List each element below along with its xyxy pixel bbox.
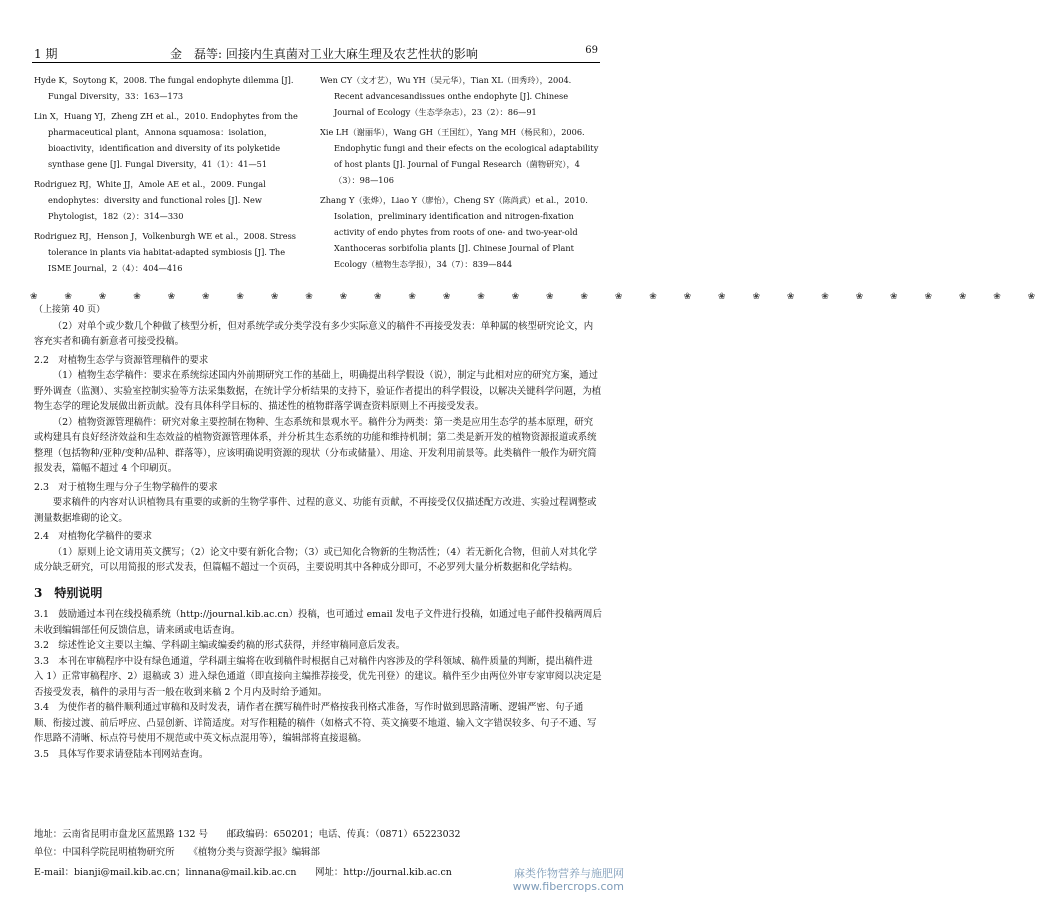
running-title: 金 磊等: 回接内生真菌对工业大麻生理及农艺性状的影响 bbox=[170, 47, 478, 61]
special-notes-heading: 3 特别说明 bbox=[34, 585, 103, 600]
watermark-line: www.fibercrops.com bbox=[512, 880, 624, 893]
reference-entry: Zhang Y（张烨），Liao Y（廖怡），Cheng SY（陈尚武）et al.，2010. Isolation，preliminary identification and nitrogen-fixation activity of endo phytes from roots of one- and two-year-old Xanthoceras sorbifolia plants [J]. Chinese Journal of Plant Ecology（植物生态学报），34（7）：839—844 bbox=[320, 195, 588, 269]
reference-entry: Xie LH（谢丽华），Wang GH（王国红），Yang MH（杨民和），2006. Endophytic fungi and their efects on the ecological adaptability of host plants [J]. Journal of Fungal Research（菌物研究），4（3）：98—106 bbox=[320, 127, 599, 185]
reference-entry: Rodriguez RJ，Henson J，Volkenburgh WE et al.，2008. Stress tolerance in plants via habitat-adapted symbiosis [J]. The ISME Journal，2（4）：404—416 bbox=[34, 231, 296, 273]
footer-email: E-mail：bianji@mail.kib.ac.cn；linnana@mail.kib.ac.cn 网址：http://journal.kib.ac.cn bbox=[34, 867, 452, 878]
paragraph: （1）植物生态学稿件：要求在系统综述国内外前期研究工作的基础上，明确提出科学假设（说），制定与此相对应的研究方案，通过野外调查（监测）、实验室控制实验等方法采集数据，在统计学分析结果的支持下，验证作者提出的科学假设，以解决关键科学问题，为植物生态学的理论发展做出新贡献。没有具体科学目标的、描述性的植物群落学调查资料原则上不再接受发表。 bbox=[34, 370, 602, 412]
reference-entry: Lin X，Huang YJ，Zheng ZH et al.，2010. Endophytes from the pharmaceutical plant，Annona squamosa：isolation，bioactivity，identification and diversity of its polyketide synthase gene [J]. Fungal Diversity，41（1）：41—51 bbox=[34, 111, 298, 169]
flower-divider: ❀ ❀ ❀ ❀ ❀ ❀ ❀ ❀ ❀ ❀ ❀ ❀ ❀ ❀ ❀ ❀ ❀ ❀ ❀ ❀ ❀ ❀ ❀ ❀ ❀ ❀ ❀ ❀ ❀ ❀ bbox=[30, 292, 1047, 302]
reference-entry: Hyde K，Soytong K，2008. The fungal endophyte dilemma [J]. Fungal Diversity，33：163—173 bbox=[34, 75, 294, 101]
section-heading: 2.4 对植物化学稿件的要求 bbox=[34, 531, 153, 542]
paragraph: 3.2 综述性论文主要以主编、学科副主编或编委约稿的形式获得，并经审稿同意后发表。 bbox=[34, 640, 406, 651]
watermark-line: 麻类作物营养与施肥网 bbox=[514, 867, 624, 880]
issue-label: 1 期 bbox=[34, 47, 58, 61]
paragraph: 要求稿件的内容对认识植物具有重要的或新的生物学事件、过程的意义、功能有贡献，不再接受仅仅描述配方改进、实验过程调整或测量数据堆砌的论文。 bbox=[34, 497, 597, 524]
footer-address: 地址：云南省昆明市盘龙区蓝黑路 132 号 邮政编码：650201；电话、传真：（0871）65223032 bbox=[34, 829, 461, 840]
footer-unit: 单位：中国科学院昆明植物研究所 《植物分类与资源学报》编辑部 bbox=[34, 847, 320, 858]
main-text bbox=[34, 303, 602, 762]
reference-entry: Rodriguez RJ，White JJ，Amole AE et al.，2009. Fungal endophytes：diversity and functional roles [J]. New Phytologist，182（2）：314—330 bbox=[34, 179, 266, 221]
header-rule bbox=[32, 62, 600, 63]
paragraph: （2）对单个或少数几个种做了核型分析，但对系统学或分类学没有多少实际意义的稿件不再接受发表：单种属的核型研究论文，内容充实者和确有新意者可接受投稿。 bbox=[34, 320, 594, 347]
section-heading: 2.3 对于植物生理与分子生物学稿件的要求 bbox=[34, 481, 218, 493]
section-heading: 2.2 对植物生态学与资源管理稿件的要求 bbox=[34, 354, 209, 366]
paragraph: 3.1 鼓励通过本刊在线投稿系统（http://journal.kib.ac.cn）投稿，也可通过 email 发电子文件进行投稿，如通过电子邮件投稿两周后未收到编辑部任何反馈信息，请来函或电话查询。 bbox=[34, 609, 602, 636]
page-number: 69 bbox=[585, 45, 598, 56]
references-right bbox=[320, 72, 600, 276]
continued-note: （上接第 40 页） bbox=[34, 305, 106, 315]
paragraph: （1）原则上论文请用英文撰写；（2）论文中要有新化合物；（3）或已知化合物新的生物活性；（4）若无新化合物，但前人对其化学成分缺乏研究，可以用简报的形式发表，但篇幅不超过一个页码，主要说明其中各种成分即可，不必罗列大量分析数据和化学结构。 bbox=[34, 546, 597, 573]
watermark bbox=[513, 867, 624, 893]
paragraph: 3.3 本刊在审稿程序中设有绿色通道，学科副主编将在收到稿件时根据自己对稿件内容涉及的学科领域、稿件质量的判断，提出稿件进入 1）正常审稿程序、2）退稿或 3）进入绿色通道（即直接向主编推荐接受，优先刊登）的建议。稿件至少由两位外审专家审阅以决定是否接受发表，稿件的录用与否一般在收到来稿 2 个月内及时给予通知。 bbox=[34, 655, 602, 698]
references-left bbox=[34, 72, 306, 280]
paragraph: 3.4 为使作者的稿件顺利通过审稿和及时发表，请作者在撰写稿件时严格按我刊格式准备，写作时做到思路清晰、逻辑严密、句子通顺、衔接过渡、前后呼应、凸显创新、详简适度。对写作粗糙的稿件（如格式不符、英文摘要不地道、输入文字错误较多、句子不通、写作思路不清晰、标点符号使用不规范或中英文标点混用等），编辑部将直接退稿。 bbox=[34, 702, 597, 744]
paragraph: （2）植物资源管理稿件：研究对象主要控制在物种、生态系统和景观水平。稿件分为两类：第一类是应用生态学的基本原理，研究或构建具有良好经济效益和生态效益的植物资源管理体系，并分析其生态系统的功能和维持机制；第二类是新开发的植物资源报道或系统整理（包括物种/亚种/变种/品种、群落等），应该明确说明资源的现状（分布或储量）、用途、开发利用前景等。此类稿件一般作为研究简报发表，篇幅不超过 4 个印刷页。 bbox=[34, 416, 597, 474]
reference-entry: Wen CY（文才艺），Wu YH（吴元华），Tian XL（田秀玲），2004. Recent advancesandissues onthe endophyte [J]. Chinese Journal of Ecology（生态学杂志），23（2）：86—91 bbox=[320, 75, 572, 117]
paragraph: 3.5 具体写作要求请登陆本刊网站查询。 bbox=[34, 748, 209, 760]
